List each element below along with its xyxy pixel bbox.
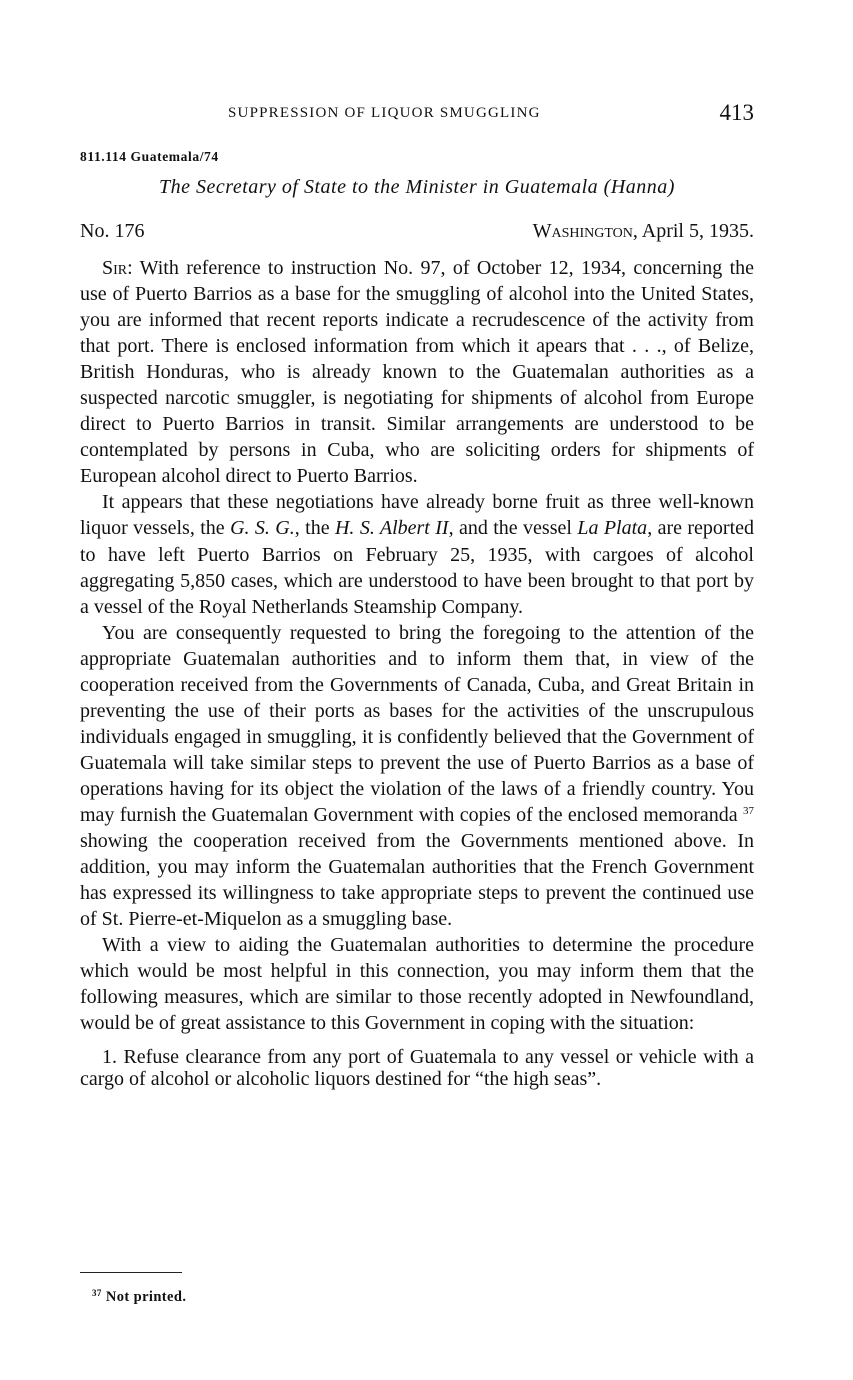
footnote-text: Not printed.	[105, 1289, 187, 1305]
heading-name: Hanna	[610, 176, 668, 198]
dateline	[80, 220, 754, 248]
file-reference: 811.114 Guatemala/74	[80, 149, 219, 164]
salutation: Sir	[102, 257, 128, 279]
footnote-mark: 37	[92, 1288, 102, 1298]
running-head	[80, 100, 754, 130]
paragraph-3	[80, 620, 754, 933]
paragraph-3-text-a: You are consequently requested to bring the foregoing to the attention of the appropriate Guatemalan authorities and to inform them that, in view of the cooperation received from the Governments of Canada, Cuba, and Great Britain in preventing the use of their ports as bases for the activities of the unscrupulous individuals engaged in smuggling, it is confidently believed that the Government of Guatemala will take similar steps to prevent the use of Puerto Barrios as a base of operations having for its object the violation of the laws of a friendly country. You may furnish the Guatemalan Government with copies of the enclosed memoranda	[80, 621, 754, 826]
paragraph-1	[80, 255, 754, 489]
vessel-name: G. S. G.	[230, 517, 295, 540]
date: , April 5, 1935.	[632, 220, 754, 242]
heading-suffix: )	[667, 176, 675, 198]
paragraph-2-text-b: , the	[294, 517, 335, 540]
footnote	[92, 1288, 186, 1306]
footnote-divider	[80, 1272, 182, 1273]
page-number: 413	[719, 100, 754, 125]
vessel-name: H. S. Albert II	[334, 517, 449, 540]
letter-body	[80, 255, 754, 1090]
running-title: SUPPRESSION OF LIQUOR SMUGGLING	[228, 105, 541, 121]
paragraph-2-text-d: , are reported to have left Puerto Barrios on February 25, 1935, with cargoes of alcohol aggregating 5,850 cases, which are understood to have been brought to that port by a vessel of the Royal Netherlands Steamship Company.	[80, 517, 755, 618]
paragraph-3-text-b: showing the cooperation received from the Governments mentioned above. In addition, you may inform the Guatemalan authorities that the French Government has expressed its willingness to take appropriate steps to prevent the continued use of St. Pierre-et-Miquelon as a smuggling base.	[80, 830, 754, 931]
place: Washington	[532, 220, 633, 242]
paragraph-2-text-a: It appears that these negotiations have already borne fruit as three well-known liquor vessels, the	[80, 491, 754, 540]
place-and-date	[533, 220, 754, 243]
document-heading	[80, 176, 754, 199]
paragraph-2	[80, 489, 754, 619]
footnote-reference: 37	[743, 804, 754, 817]
instruction-number: No. 176	[80, 220, 145, 242]
paragraph-2-text-c: , and the vessel	[448, 517, 578, 540]
heading-prefix: The Secretary of State to the Minister in Guatemala (	[159, 176, 611, 198]
vessel-name: La Plata	[577, 517, 648, 540]
paragraph-1-text: : With reference to instruction No. 97, of October 12, 1934, concerning the use of Puerto Barrios as a base for the smuggling of alcohol into the United States, you are informed that recent reports indicate a recrudescence of the activity from that port. There is enclosed information from which it apears that . . ., of Belize, British Honduras, who is already known to the Guatemalan authorities as a suspected narcotic smuggler, is negotiating for shipments of alcohol from Europe direct to Puerto Barrios in transit. Similar arrangements are understood to be contemplated by persons in Cuba, who are soliciting orders for shipments of European alcohol direct to Puerto Barrios.	[80, 257, 754, 488]
measure-item-1: 1. Refuse clearance from any port of Guatemala to any vessel or vehicle with a cargo of alcohol or alcoholic liquors destined for “the high seas”.	[80, 1046, 754, 1091]
paragraph-4: With a view to aiding the Guatemalan authorities to determine the procedure which would be most helpful in this connection, you may inform them that the following measures, which are similar to those recently adopted in Newfoundland, would be of great assistance to this Government in coping with the situation:	[80, 934, 754, 1035]
